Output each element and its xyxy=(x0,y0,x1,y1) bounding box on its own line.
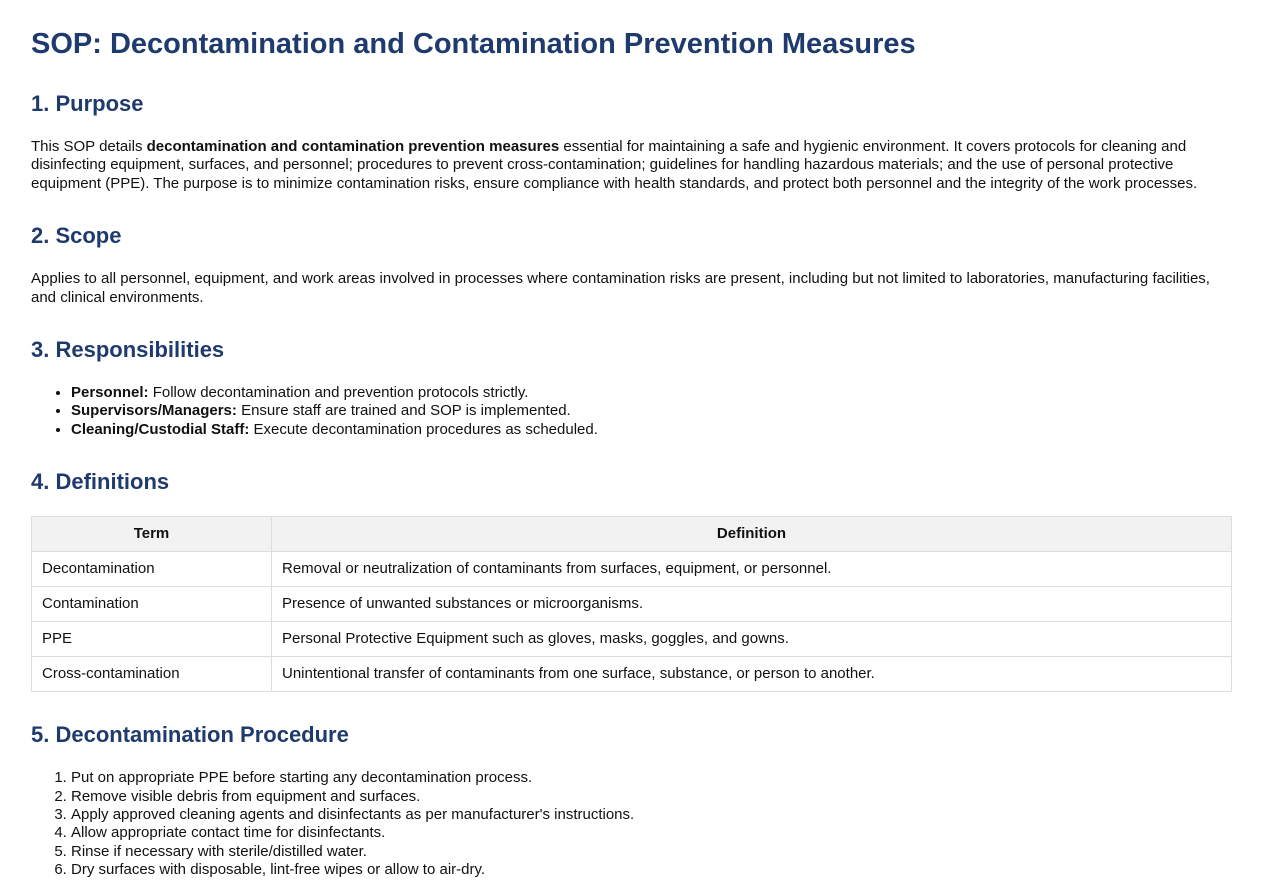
table-header-definition: Definition xyxy=(272,517,1232,552)
term-cell: Contamination xyxy=(32,587,272,622)
purpose-text-lead: This SOP details xyxy=(31,138,147,155)
definition-cell: Personal Protective Equipment such as gloves, masks, goggles, and gowns. xyxy=(272,622,1232,657)
definition-cell: Presence of unwanted substances or microorganisms. xyxy=(272,587,1232,622)
section-heading-definitions: 4. Definitions xyxy=(31,469,170,495)
section-heading-procedure: 5. Decontamination Procedure xyxy=(31,722,349,748)
procedure-step: 6. Dry surfaces with disposable, lint-free wipes or allow to air-dry. xyxy=(71,861,1232,879)
purpose-bold-phrase: decontamination and contamination prevention measures xyxy=(146,138,560,155)
definitions-table xyxy=(31,516,1232,692)
responsibility-item-supervisors xyxy=(71,402,1232,420)
responsibility-text: Execute decontamination procedures as scheduled. xyxy=(249,420,598,438)
section-heading-purpose: 1. Purpose xyxy=(31,91,144,116)
table-row xyxy=(32,552,1232,587)
responsibility-label: Personnel: xyxy=(71,384,149,402)
responsibility-label: Cleaning/Custodial Staff: xyxy=(71,420,250,438)
procedure-step: 4. Allow appropriate contact time for disinfectants. xyxy=(71,824,1232,842)
purpose-text-rest: essential for maintaining a safe and hygienic environment. It covers protocols for cleaning and disinfecting equipment, surfaces, and personnel; procedures to prevent cross-contamination; guidelines for handling hazardous materials; and the use of personal protective equipment (PPE). The purpose is to minimize contamination risks, ensure compliance with health standards, and protect both personnel and the integrity of the work processes. xyxy=(31,138,1198,192)
term-cell: PPE xyxy=(32,622,272,657)
responsibility-item-personnel xyxy=(71,384,1232,402)
procedure-step: 2. Remove visible debris from equipment and surfaces. xyxy=(71,788,1232,806)
table-header-term: Term xyxy=(32,517,272,552)
responsibility-text: Ensure staff are trained and SOP is implemented. xyxy=(236,402,571,420)
responsibility-item-custodial xyxy=(71,421,1232,439)
responsibility-label: Supervisors/Managers: xyxy=(71,402,237,420)
scope-paragraph: Applies to all personnel, equipment, and work areas involved in processes where contamination risks are present, including but not limited to laboratories, manufacturing facilities, and clinical environments. xyxy=(31,270,1210,306)
responsibilities-list xyxy=(31,384,1232,439)
responsibility-text: Follow decontamination and prevention protocols strictly. xyxy=(148,384,529,402)
term-cell: Decontamination xyxy=(32,552,272,587)
procedure-step: 3. Apply approved cleaning agents and disinfectants as per manufacturer's instructions. xyxy=(71,806,1232,824)
definition-cell: Unintentional transfer of contaminants from one surface, substance, or person to another. xyxy=(272,657,1232,692)
table-row xyxy=(32,622,1232,657)
procedure-step: 5. Rinse if necessary with sterile/distilled water. xyxy=(71,843,1232,861)
procedure-step: 1. Put on appropriate PPE before starting any decontamination process. xyxy=(71,769,1232,787)
definition-cell: Removal or neutralization of contaminants from surfaces, equipment, or personnel. xyxy=(272,552,1232,587)
document-title: SOP: Decontamination and Contamination Prevention Measures xyxy=(31,28,916,60)
table-header-row xyxy=(32,517,1232,552)
purpose-paragraph xyxy=(31,138,1232,193)
procedure-list xyxy=(31,769,1232,879)
section-heading-responsibilities: 3. Responsibilities xyxy=(31,337,225,363)
section-heading-scope: 2. Scope xyxy=(31,223,122,249)
term-cell: Cross-contamination xyxy=(32,657,272,692)
table-row xyxy=(32,657,1232,692)
table-row xyxy=(32,587,1232,622)
